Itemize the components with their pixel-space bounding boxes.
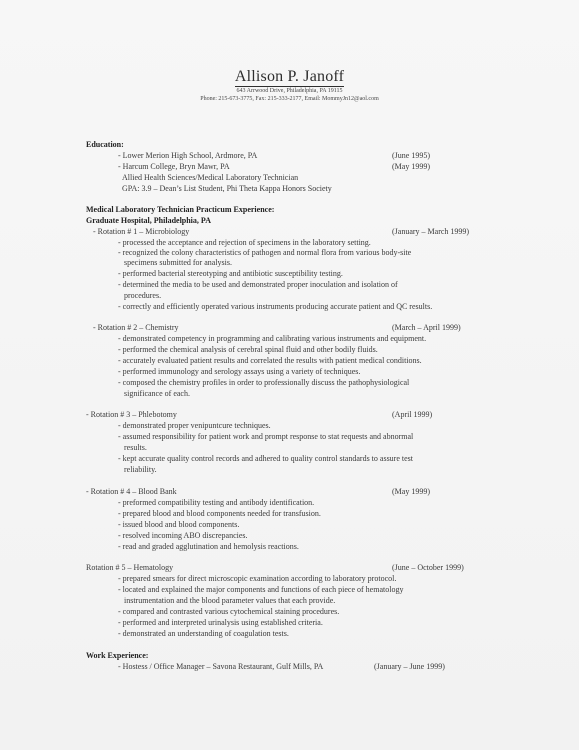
- rotation-date: (March – April 1999): [392, 323, 461, 332]
- rotation-line: - demonstrated proper venipuntcure techniques.: [118, 421, 271, 430]
- address-line: 643 Arrwood Drive, Philadelphia, PA 19115: [236, 88, 343, 94]
- rotation-line: - resolved incoming ABO discrepancies.: [118, 531, 248, 540]
- rotation-date: (May 1999): [392, 487, 430, 496]
- rotation-line: - demonstrated an understanding of coagulation tests.: [118, 629, 289, 638]
- rotation-line: instrumentation and the blood parameter values that each provide.: [124, 596, 336, 605]
- practicum-subheading: Graduate Hospital, Philadelphia, PA: [86, 216, 211, 225]
- rotation-date: (January – March 1999): [392, 227, 470, 236]
- rotation-line: - demonstrated competency in programming and calibrating various instruments and equipment.: [118, 334, 427, 343]
- rotation-line: - prepared blood and blood components needed for transfusion.: [118, 509, 321, 518]
- rotation-title: Rotation # 5 – Hematology: [86, 563, 174, 572]
- rotation-title: - Rotation # 2 – Chemistry: [93, 323, 179, 332]
- rotation-line: - accurately evaluated patient results and correlated the results with patient medical conditions.: [118, 356, 422, 365]
- rotation-line: significance of each.: [124, 389, 190, 398]
- work-date: (January – June 1999): [374, 662, 445, 671]
- rotation-title: - Rotation # 3 – Phlebotomy: [86, 410, 177, 419]
- rotation-line: procedures.: [124, 291, 162, 300]
- rotation-line: - performed bacterial stereotyping and antibiotic susceptibility testing.: [118, 269, 343, 278]
- rotation-line: - processed the acceptance and rejection of specimens in the laboratory setting.: [118, 238, 371, 247]
- rotation-line: - performed immunology and serology assays using a variety of techniques.: [118, 367, 361, 376]
- rotation-line: - performed and interpreted urinalysis using established criteria.: [118, 618, 323, 627]
- name-text: Allison P. Janoff: [234, 68, 345, 85]
- rotation-line: specimens submitted for analysis.: [124, 258, 232, 267]
- work-item: - Hostess / Office Manager – Savona Restaurant, Gulf Mills, PA: [118, 662, 324, 671]
- education-date: (June 1995): [392, 151, 430, 160]
- rotation-title: - Rotation # 4 – Blood Bank: [86, 487, 177, 496]
- rotation-line: - assumed responsibility for patient work and prompt response to stat requests and abnormal: [118, 432, 414, 441]
- rotation-date: (June – October 1999): [392, 563, 464, 572]
- education-heading: Education:: [86, 140, 124, 149]
- rotation-line: - correctly and efficiently operated various instruments producing accurate patient and QC results.: [118, 302, 433, 311]
- resume-name: [0, 68, 579, 86]
- education-detail: Allied Health Sciences/Medical Laboratory Technician: [122, 173, 299, 182]
- rotation-line: - read and graded agglutination and hemolysis reactions.: [118, 542, 299, 551]
- rotation-title: - Rotation # 1 – Microbiology: [93, 227, 190, 236]
- education-detail: GPA: 3.9 – Dean’s List Student, Phi Theta Kappa Honors Society: [122, 184, 332, 193]
- rotation-line: results.: [124, 443, 147, 452]
- rotation-date: (April 1999): [392, 410, 433, 419]
- contact-line: Phone: 215-673-3775, Fax: 215-333-2177, Email: MommyJn12@aol.com: [200, 96, 379, 102]
- education-item: - Harcum College, Bryn Mawr, PA: [118, 162, 230, 171]
- rotation-line: - prepared smears for direct microscopic examination according to laboratory protocol.: [118, 574, 397, 583]
- rotation-line: - composed the chemistry profiles in order to professionally discuss the pathophysiological: [118, 378, 410, 387]
- education-date: (May 1999): [392, 162, 430, 171]
- rotation-line: - determined the media to be used and demonstrated proper inoculation and isolation of: [118, 280, 398, 289]
- rotation-line: - kept accurate quality control records and adhered to quality control standards to assure test: [118, 454, 414, 463]
- rotation-line: - compared and contrasted various cytochemical staining procedures.: [118, 607, 340, 616]
- rotation-line: - issued blood and blood components.: [118, 520, 240, 529]
- rotation-line: reliability.: [124, 465, 157, 474]
- education-item: - Lower Merion High School, Ardmore, PA: [118, 151, 258, 160]
- work-heading: Work Experience:: [86, 651, 149, 660]
- rotation-line: - located and explained the major components and functions of each piece of hematology: [118, 585, 404, 594]
- rotation-line: - preformed compatibility testing and antibody identification.: [118, 498, 315, 507]
- practicum-heading: Medical Laboratory Technician Practicum Experience:: [86, 205, 275, 214]
- rotation-line: - performed the chemical analysis of cerebral spinal fluid and other bodily fluids.: [118, 345, 378, 354]
- rotation-line: - recognized the colony characteristics of pathogen and normal flora from various body-site: [118, 248, 412, 257]
